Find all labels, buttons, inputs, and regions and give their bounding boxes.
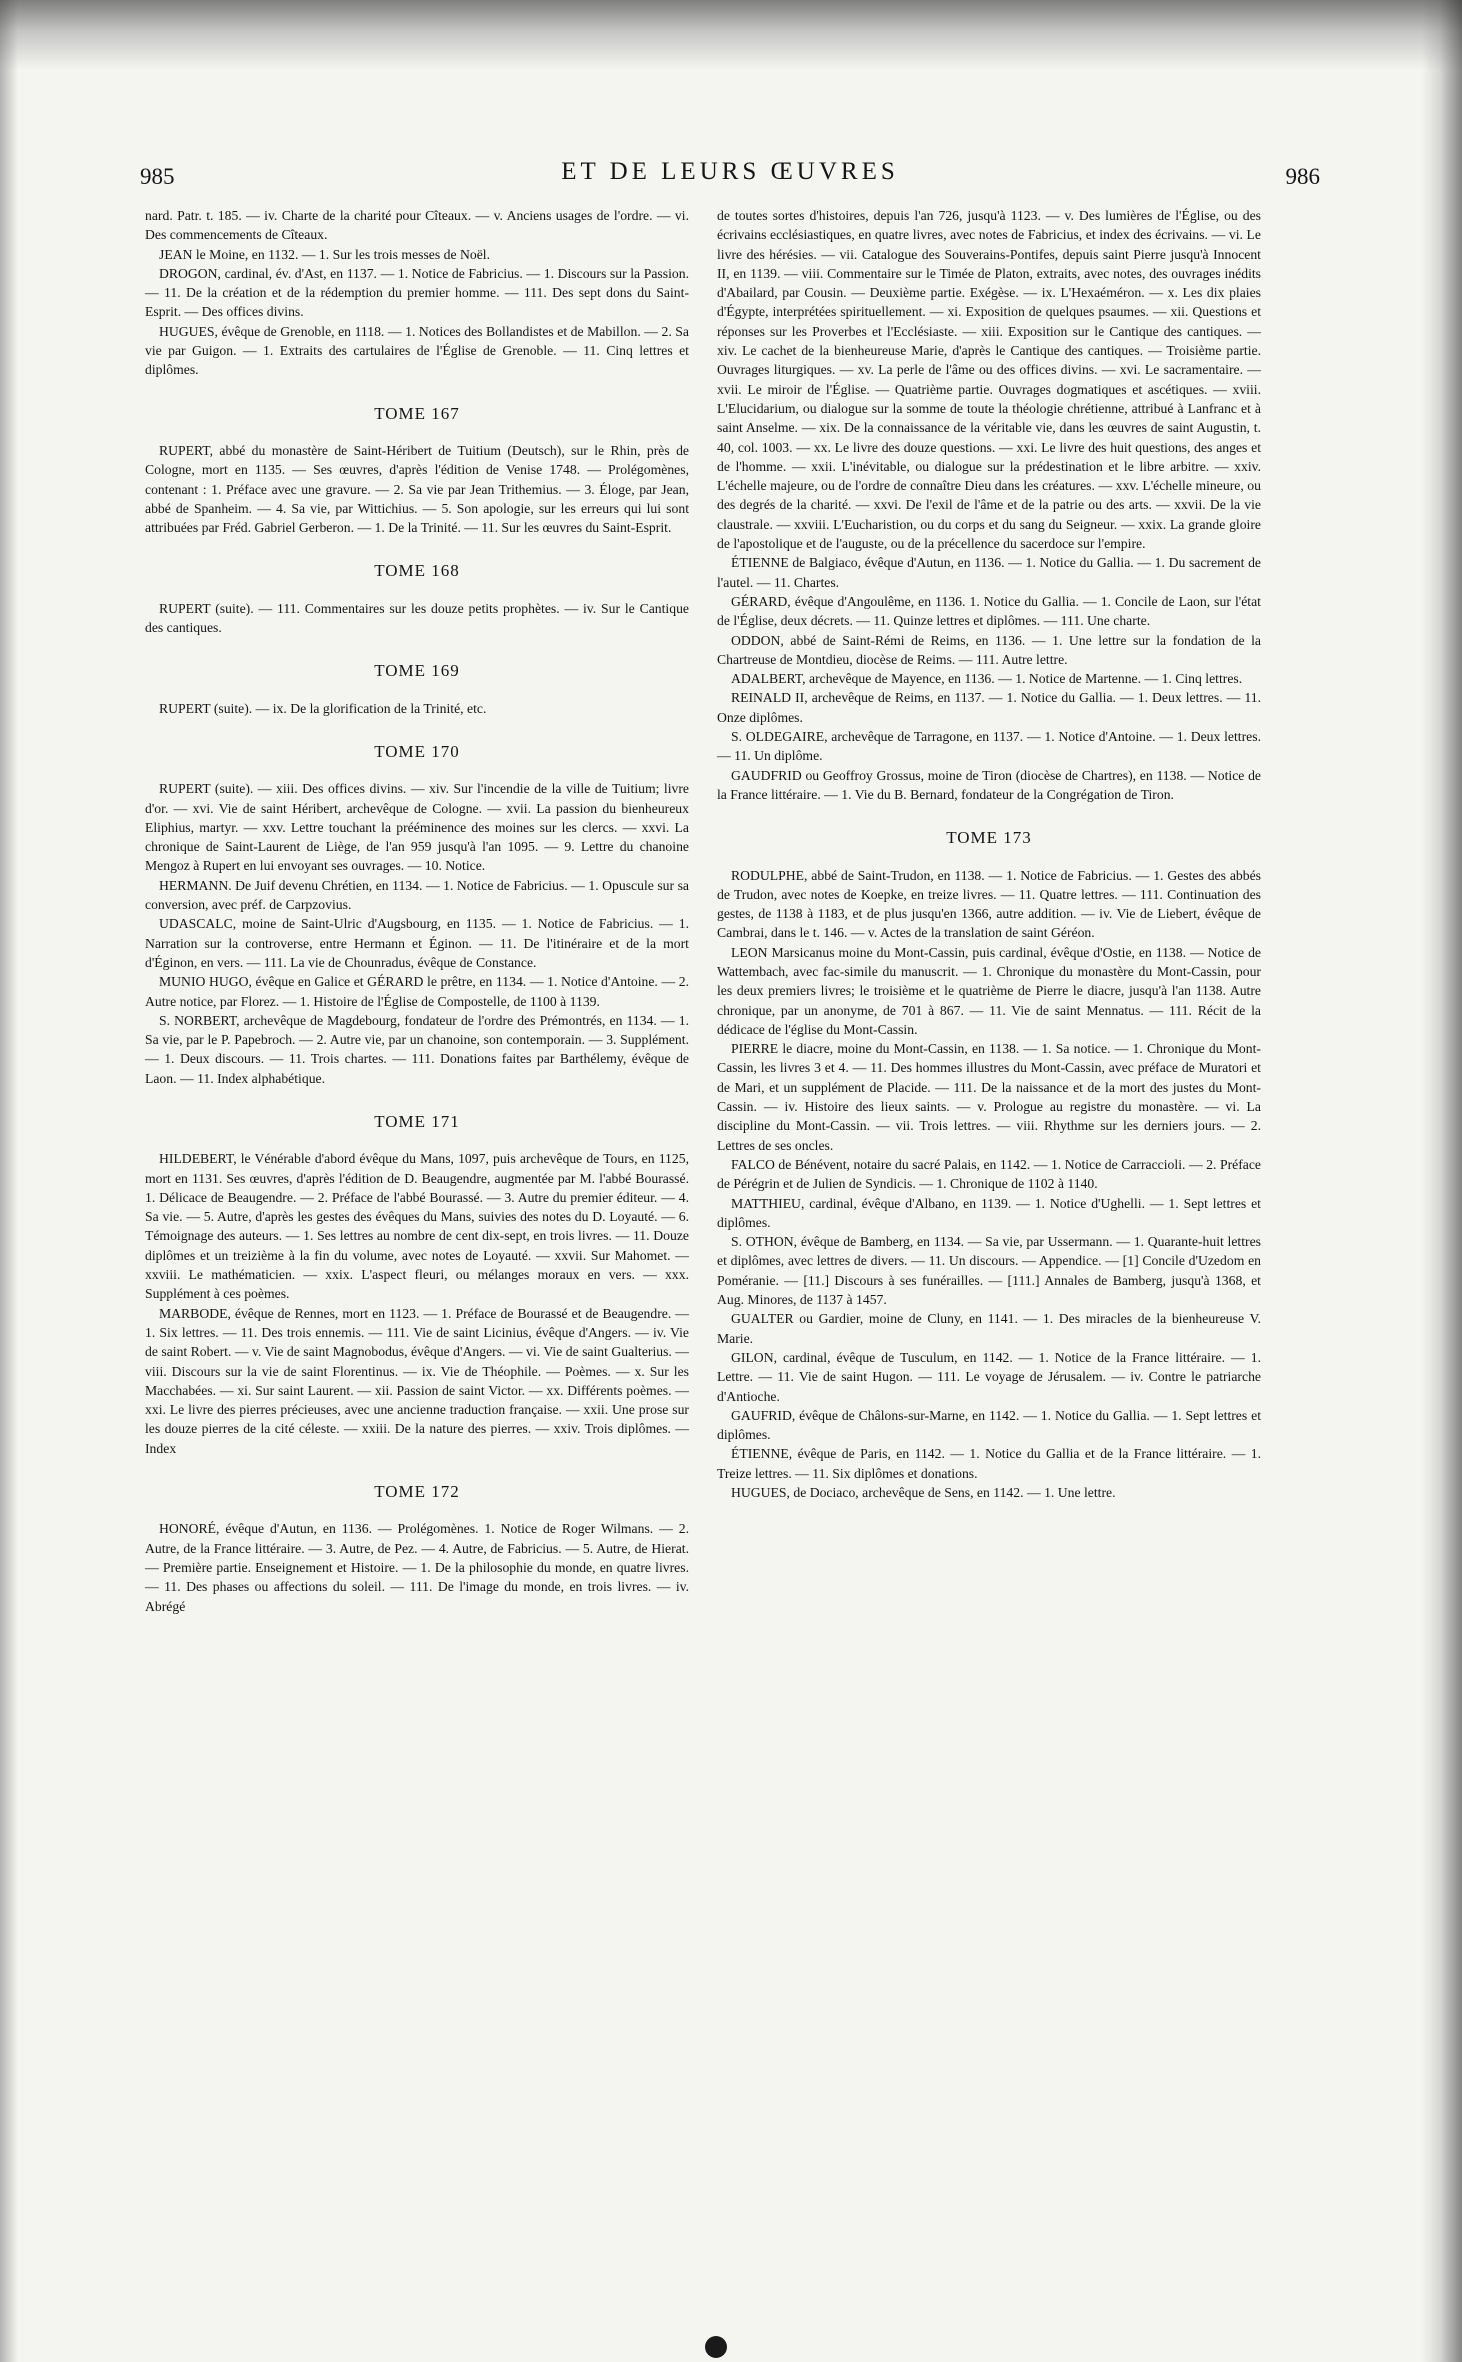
tome-heading: TOME 173 [946, 828, 1032, 848]
entry-paragraph: GAUFRID, évêque de Châlons-sur-Marne, en 1142. — 1. Notice du Gallia. — 1. Sept lettres et diplômes. [717, 1407, 1261, 1443]
entry-paragraph: REINALD II, archevêque de Reims, en 1137. — 1. Notice du Gallia. — 1. Deux lettres. — 11. Onze diplômes. [717, 690, 1261, 725]
entry-paragraph: GÉRARD, évêque d'Angoulême, en 1136. 1. Notice du Gallia. — 1. Concile de Laon, sur l'état de l'Église, deux décrets. — 11. Quinze lettres et diplômes. — 111. Une charte. [717, 593, 1261, 629]
entry-paragraph: de toutes sortes d'histoires, depuis l'an 726, jusqu'à 1123. — v. Des lumières de l'Église, ou des écrivains ecclésiastiques, en quatre livres, avec notes de Fabricius, et index des écrivains. — vi. Le livre des hérésies. — vii. Catalogue des Souverains-Pontifes, depuis saint Pierre jusqu'à Innocent II, en 1139. — viii. Commentaire sur le Timée de Platon, extraits, avec notes, des ouvrages inédits d'Abailard, par Cousin. — Deuxième partie. Exégèse. — ix. L'Hexaéméron. — x. Les dix plaies d'Égypte, interprétées spirituellement. — xi. Exposition de quelques psaumes. — xii. Questions et réponses sur les Proverbes et l'Ecclésiaste. — xiii. Exposition sur le Cantique des cantiques. — xiv. Le cachet de la bienheureuse Marie, d'après le Cantique des cantiques. — Troisième partie. Ouvrages liturgiques. — xv. La perle de l'âme ou des offices divins. — xvi. Le sacramentaire. — xvii. Le miroir de l'Église. — Quatrième partie. Ouvrages dogmatiques et ascétiques. — xviii. L'Elucidarium, ou dialogue sur la somme de toute la théologie chrétienne, attribué à Lanfranc et à saint Anselme. — xix. De la connaissance de la véritable vie, dans les œuvres de saint Augustin, t. 40, col. 1003. — xx. Le livre des douze questions. — xxi. Le livre des huit questions, des anges et de l'homme. — xxii. L'inévitable, ou dialogue sur la prédestination et le libre arbitre. — xxiv. L'échelle majeure, ou de l'ordre de connaître Dieu dans les créatures. — xxv. L'échelle mineure, ou des degrés de la charité. — xxvi. De l'exil de l'âme et de la patrie ou des arts. — xxvii. De la vie claustrale. — xxviii. L'Eucharistion, ou du corps et du sang du Seigneur. — xxix. La grande gloire de l'apostolique et de l'auguste, ou de la précellence du sacerdoce sur l'empire. [717, 208, 1261, 552]
entry-paragraph: HONORÉ, évêque d'Autun, en 1136. — Prolégomènes. 1. Notice de Roger Wilmans. — 2. Autre, de la France littéraire. — 3. Autre, de Pez. — 4. Autre, de Fabricius. — 5. Autre, de Hierat. — Première partie. Enseignement et Histoire. — 1. De la philosophie du monde, en quatre livres. — 11. Des phases ou affections du soleil. — 111. De l'image du monde, en trois livres. — iv. Abrégé [145, 1521, 689, 1614]
entry-paragraph: RUPERT (suite). — xiii. Des offices divins. — xiv. Sur l'incendie de la ville de Tuitium; livre d'or. — xvi. Vie de saint Héribert, archevêque de Cologne. — xvii. La passion du bienheureux Eliphius, martyr. — xxv. Lettre touchant la prééminence des moines sur les clercs. — xxvi. La chronique de Saint-Laurent de Liège, de l'an 959 jusqu'à l'an 1095. — 9. Lettre du chanoine Mengoz à Rupert en lui envoyant ses ouvrages. — 10. Notice. [145, 781, 689, 874]
entry-paragraph: HERMANN. De Juif devenu Chrétien, en 1134. — 1. Notice de Fabricius. — 1. Opuscule sur sa conversion, avec préf. de Carpzovius. [145, 877, 689, 913]
entry-paragraph: MATTHIEU, cardinal, évêque d'Albano, en 1139. — 1. Notice d'Ughelli. — 1. Sept lettres et diplômes. [717, 1195, 1261, 1230]
entry-paragraph: LEON Marsicanus moine du Mont-Cassin, puis cardinal, évêque d'Ostie, en 1138. — Notice de Wattembach, avec fac-simile du manuscrit. — 1. Chronique du monastère du Mont-Cassin, pour les deux premiers livres; le troisième et le quatrième de Pierre le diacre, jusqu'à l'an 1138. Autre chronique, par un anonyme, de 701 à 867. — 11. Vie de saint Mennatus. — 111. Récit de la dédicace de l'église du Mont-Cassin. [717, 944, 1261, 1037]
entry-paragraph: FALCO de Bénévent, notaire du sacré Palais, en 1142. — 1. Notice de Carraccioli. — 2. Préface de Pérégrin et de Julien de Syndicis. — 1. Chronique de 1102 à 1140. [717, 1156, 1261, 1192]
tome-heading: TOME 168 [374, 561, 460, 581]
entry-paragraph: S. OTHON, évêque de Bamberg, en 1134. — Sa vie, par Ussermann. — 1. Quarante-huit lettres et diplômes, avec lettres de divers. — 11. Un discours. — Appendice. — [1] Concile d'Uzedom en Poméranie. — [11.] Discours à ses funérailles. — [111.] Annales de Bamberg, jusqu'à 1368, et Aug. Minores, de 1137 à 1457. [717, 1234, 1261, 1308]
entry-paragraph: S. OLDEGAIRE, archevêque de Tarragone, en 1137. — 1. Notice d'Antoine. — 1. Deux lettres. — 11. Un diplôme. [717, 729, 1261, 764]
entry-paragraph: MUNIO HUGO, évêque en Galice et GÉRARD le prêtre, en 1134. — 1. Notice d'Antoine. — 2. Autre notice, par Florez. — 1. Histoire de l'Église de Compostelle, de 1100 à 1139. [145, 974, 689, 1009]
tome-heading: TOME 172 [374, 1482, 460, 1502]
entry-paragraph: HUGUES, de Dociaco, archevêque de Sens, en 1142. — 1. Une lettre. [731, 1485, 1116, 1500]
tome-heading: TOME 170 [374, 741, 460, 761]
tome-heading: TOME 169 [374, 661, 460, 681]
entry-paragraph: nard. Patr. t. 185. — iv. Charte de la charité pour Cîteaux. — v. Anciens usages de l'ordre. — vi. Des commencements de Cîteaux. [145, 208, 689, 243]
entry-paragraph: ÉTIENNE, évêque de Paris, en 1142. — 1. Notice du Gallia et de la France littéraire. — 1. Treize lettres. — 11. Six diplômes et donations. [717, 1446, 1261, 1481]
tome-heading: TOME 167 [374, 403, 460, 423]
entry-paragraph: ADALBERT, archevêque de Mayence, en 1136. — 1. Notice de Martenne. — 1. Cinq lettres. [731, 671, 1243, 687]
left-column [145, 206, 689, 2206]
running-title: ET DE LEURS ŒUVRES [561, 158, 899, 185]
entry-paragraph: S. NORBERT, archevêque de Magdebourg, fondateur de l'ordre des Prémontrés, en 1134. — 1. Sa vie, par le P. Papebroch. — 2. Autre vie, par un chanoine, son contemporain. — 3. Supplément. — 1. Deux discours. — 11. Trois chartes. — 111. Donations faites par Barthélemy, évêque de Laon. — 11. Index alphabétique. [145, 1012, 689, 1086]
right-column [717, 206, 1261, 2206]
page-number-left: 985 [140, 164, 175, 189]
page-header [140, 150, 1320, 200]
page-number-right: 986 [1285, 164, 1320, 189]
entry-paragraph: PIERRE le diacre, moine du Mont-Cassin, en 1138. — 1. Sa notice. — 1. Chronique du Mont-Cassin, les livres 3 et 4. — 11. Des hommes illustres du Mont-Cassin, avec préface de Muratori et de Mari, et un supplément de Placide. — 111. De la naissance et de la mort des justes du Mont-Cassin. — iv. Histoire des lieux saints. — v. Prologue au registre du monastère. — vi. La discipline du Mont-Cassin. — vii. Trois lettres. — viii. Rhythme sur les derniers jours. — 2. Lettres de ses oncles. [717, 1041, 1261, 1153]
entry-paragraph: RUPERT (suite). — ix. De la glorification de la Trinité, etc. [159, 700, 487, 716]
entry-paragraph: UDASCALC, moine de Saint-Ulric d'Augsbourg, en 1135. — 1. Notice de Fabricius. — 1. Narration sur la controverse, entre Hermann et Éginon. — 11. De l'itinéraire et de la mort d'Éginon, en vers. — 111. La vie de Chounradus, évêque de Constance. [145, 916, 689, 970]
entry-paragraph: JEAN le Moine, en 1132. — 1. Sur les trois messes de Noël. [159, 246, 490, 262]
entry-paragraph: HUGUES, évêque de Grenoble, en 1118. — 1. Notices des Bollandistes et de Mabillon. — 2. Sa vie par Guigon. — 1. Extraits des cartulaires de l'Église de Grenoble. — 11. Cinq lettres et diplômes. [145, 323, 689, 378]
entry-paragraph: RUPERT, abbé du monastère de Saint-Héribert de Tuitium (Deutsch), sur le Rhin, près de Cologne, mort en 1135. — Ses œuvres, d'après l'édition de Venise 1748. — Prolégomènes, contenant : 1. Préface avec une gravure. — 2. Sa vie par Jean Trithemius. — 3. Éloge, par Jean, abbé de Spanheim. — 4. Sa vie, par Wittichius. — 5. Son apologie, sur les erreurs qui lui sont attribuées par Fréd. Gabriel Gerberon. — 1. De la Trinité. — 11. Sur les œuvres du Saint-Esprit. [145, 442, 689, 536]
entry-paragraph: RUPERT (suite). — 111. Commentaires sur les douze petits prophètes. — iv. Sur le Cantique des cantiques. [145, 600, 689, 636]
entry-paragraph: GUALTER ou Gardier, moine de Cluny, en 1141. — 1. Des miracles de la bienheureuse V. Marie. [717, 1311, 1261, 1346]
entry-paragraph: GAUDFRID ou Geoffroy Grossus, moine de Tiron (diocèse de Chartres), en 1138. — Notice de la France littéraire. — 1. Vie du B. Bernard, fondateur de la Congrégation de Tiron. [717, 767, 1261, 802]
entry-paragraph: DROGON, cardinal, év. d'Ast, en 1137. — 1. Notice de Fabricius. — 1. Discours sur la Passion. — 11. De la création et de la rédemption du premier homme. — 111. Des sept dons du Saint-Esprit. — Des offices divins. [145, 265, 689, 320]
scan-shadow-top [0, 0, 1462, 70]
scan-shadow-left [0, 0, 18, 2362]
entry-paragraph: RODULPHE, abbé de Saint-Trudon, en 1138. — 1. Notice de Fabricius. — 1. Gestes des abbés de Trudon, avec notes de Koepke, en treize livres. — 11. Quatre lettres. — 111. Continuation des gestes, de 1138 à 1183, et de plus jusqu'en 1366, autre addition. — iv. Vie de Liebert, évêque de Cambrai, dans le t. 146. — v. Actes de la translation de saint Géréon. [717, 867, 1261, 941]
entry-paragraph: ÉTIENNE de Balgiaco, évêque d'Autun, en 1136. — 1. Notice du Gallia. — 1. Du sacrement de l'autel. — 11. Chartes. [717, 555, 1261, 590]
entry-paragraph: ODDON, abbé de Saint-Rémi de Reims, en 1136. — 1. Une lettre sur la fondation de la Chartreuse de Montdieu, diocèse de Reims. — 111. Autre lettre. [717, 632, 1261, 667]
scan-blot-mark [705, 2336, 727, 2358]
entry-paragraph: GILON, cardinal, évêque de Tusculum, en 1142. — 1. Notice de la France littéraire. — 1. Lettre. — 11. Vie de saint Hugon. — 111. Le voyage de Jérusalem. — iv. Contre le patriarche d'Antioche. [717, 1349, 1261, 1404]
entry-paragraph: MARBODE, évêque de Rennes, mort en 1123. — 1. Préface de Bourassé et de Beaugendre. — 1. Six lettres. — 11. Des trois ennemis. — 111. Vie de saint Licinius, évêque d'Angers. — iv. Vie de saint Robert. — v. Vie de saint Magnobodus, évêque d'Angers. — vi. Vie de saint Gualterius. — viii. Discours sur la vie de saint Florentinus. — ix. Vie de Théophile. — Poèmes. — x. Sur les Macchabées. — xi. Sur saint Laurent. — xii. Passion de saint Victor. — xx. Différents poèmes. — xxi. Le livre des pierres précieuses, avec une ancienne traduction française. — xxii. Une prose sur les douze pierres de la cité céleste. — xxiii. De la nature des pierres. — xxiv. Trois diplômes. — Index [145, 1305, 689, 1456]
tome-heading: TOME 171 [374, 1111, 460, 1131]
entry-paragraph: HILDEBERT, le Vénérable d'abord évêque du Mans, 1097, puis archevêque de Tours, en 1125, mort en 1131. Ses œuvres, d'après l'édition de D. Beaugendre, augmentée par M. l'abbé Bourassé. 1. Délicace de Beaugendre. — 2. Préface de l'abbé Bourassé. — 3. Autre du premier éditeur. — 4. Sa vie. — 5. Autre, d'après les gestes des évêques du Mans, suivies des notes du D. Loyauté. — 6. Témoignage des auteurs. — 1. Ses lettres au nombre de cent dix-sept, en trois livres. — 11. Douze diplômes et un treizième à la fin du volume, avec notes de Loyauté. — xxvii. Sur Mahomet. — xxviii. Le mathématicien. — xxix. L'aspect fleuri, ou mélanges moraux en vers. — xxx. Supplément à ces poèmes. [145, 1151, 689, 1302]
scan-shadow-right [1422, 0, 1462, 2362]
